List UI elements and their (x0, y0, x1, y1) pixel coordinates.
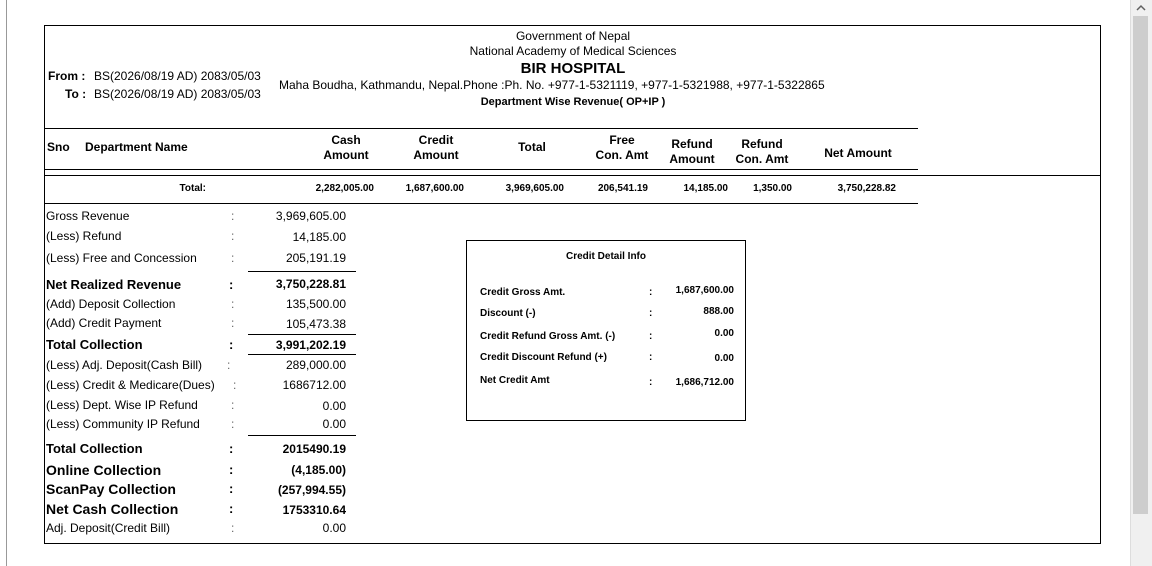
hospital-address: Maha Boudha, Kathmandu, Nepal.Phone :Ph. No. +977-1-5321119, +977-1-5321988, +977-1-5322865 (279, 78, 825, 92)
col-cash: Cash Amount (323, 133, 369, 162)
adj-deposit-credit-label: Adj. Deposit(Credit Bill) (46, 521, 171, 535)
total-bottom-rule (44, 203, 918, 204)
total-collection-value: 3,991,202.19 (275, 338, 346, 352)
from-value: BS(2026/08/19 AD) 2083/05/03 (94, 69, 261, 83)
deposit-collection-label: (Add) Deposit Collection (46, 297, 176, 311)
from-label: From : (48, 69, 86, 83)
community-ip-refund-value: 0.00 (322, 417, 346, 431)
credit-payment-value: 105,473.38 (285, 317, 346, 331)
scrollbar-thumb[interactable] (1133, 16, 1148, 514)
net-realized-value: 3,750,228.81 (275, 277, 346, 291)
credit-refund-gross-label: Credit Refund Gross Amt. (-) (480, 331, 616, 342)
total-collection-2-value: 2015490.19 (282, 442, 346, 456)
dept-ip-refund-value: 0.00 (322, 399, 346, 413)
subtotal-rule-3 (248, 354, 356, 355)
less-refund-value: 14,185.00 (292, 230, 346, 244)
col-sno: Sno (47, 140, 70, 154)
total-label: Total: (179, 183, 206, 194)
net-credit-value: 1,686,712.00 (675, 377, 734, 388)
scanpay-collection-value: (257,994.55) (277, 483, 346, 497)
credit-refund-gross-value: 0.00 (714, 328, 734, 339)
net-realized-label: Net Realized Revenue (46, 277, 182, 292)
net-cash-collection-value: 1753310.64 (282, 503, 346, 517)
credit-payment-label: (Add) Credit Payment (46, 316, 162, 330)
total-collection-2-label: Total Collection (46, 441, 143, 456)
window-left-edge (6, 0, 7, 566)
col-total: Total (518, 140, 546, 154)
credit-gross-label: Credit Gross Amt. (480, 287, 566, 298)
credit-discount-refund-label: Credit Discount Refund (+) (480, 352, 607, 363)
free-concession-value: 205,191.19 (285, 251, 346, 265)
chevron-up-icon[interactable] (1130, 0, 1152, 16)
table-header-rule (44, 169, 918, 170)
total-refund-con: 1,350.00 (753, 183, 792, 194)
total-free: 206,541.19 (597, 183, 648, 194)
total-collection-label: Total Collection (46, 337, 143, 352)
deposit-collection-value: 135,500.00 (285, 297, 346, 311)
adj-deposit-cash-value: 289,000.00 (285, 358, 346, 372)
net-credit-label: Net Credit Amt (480, 375, 550, 386)
total-total: 3,969,605.00 (505, 183, 564, 194)
gov-title: Government of Nepal (515, 29, 631, 43)
credit-medicare-label: (Less) Credit & Medicare(Dues) (46, 378, 215, 392)
col-refund: Refund Amount (669, 137, 715, 166)
col-net: Net Amount (824, 146, 892, 160)
academy-title: National Academy of Medical Sciences (469, 44, 677, 58)
table-top-rule (44, 128, 918, 129)
to-value: BS(2026/08/19 AD) 2083/05/03 (94, 87, 261, 101)
adj-deposit-cash-label: (Less) Adj. Deposit(Cash Bill) (46, 358, 203, 372)
col-credit: Credit Amount (413, 133, 459, 162)
credit-discount-refund-value: 0.00 (714, 353, 734, 364)
gross-revenue-label: Gross Revenue (46, 209, 130, 223)
credit-medicare-value: 1686712.00 (282, 378, 346, 392)
less-refund-label: (Less) Refund (46, 229, 122, 243)
scanpay-collection-label: ScanPay Collection (46, 481, 176, 497)
adj-deposit-credit-value: 0.00 (322, 521, 346, 535)
hospital-name: BIR HOSPITAL (520, 60, 626, 77)
community-ip-refund-label: (Less) Community IP Refund (46, 417, 200, 431)
dept-ip-refund-label: (Less) Dept. Wise IP Refund (46, 398, 198, 412)
online-collection-label: Online Collection (46, 462, 162, 478)
credit-detail-title: Credit Detail Info (565, 251, 646, 262)
discount-label: Discount (-) (480, 308, 536, 319)
subtotal-rule-2 (248, 334, 356, 335)
report-title: Department Wise Revenue( OP+IP ) (480, 96, 666, 108)
total-refund: 14,185.00 (683, 183, 728, 194)
col-refund-con: Refund Con. Amt (735, 137, 789, 166)
free-concession-label: (Less) Free and Concession (46, 251, 197, 265)
total-top-rule (44, 175, 1101, 176)
col-dept: Department Name (85, 140, 188, 154)
gross-revenue-value: 3,969,605.00 (275, 209, 346, 223)
total-credit: 1,687,600.00 (405, 183, 464, 194)
total-net: 3,750,228.82 (837, 183, 896, 194)
discount-value: 888.00 (703, 306, 734, 317)
net-cash-collection-label: Net Cash Collection (46, 501, 179, 517)
subtotal-rule-4 (248, 435, 356, 436)
subtotal-rule-1 (248, 271, 356, 272)
credit-gross-value: 1,687,600.00 (675, 285, 734, 296)
to-label: To : (65, 87, 87, 101)
total-cash: 2,282,005.00 (315, 183, 374, 194)
col-free: Free Con. Amt (595, 133, 649, 162)
online-collection-value: (4,185.00) (291, 463, 346, 477)
